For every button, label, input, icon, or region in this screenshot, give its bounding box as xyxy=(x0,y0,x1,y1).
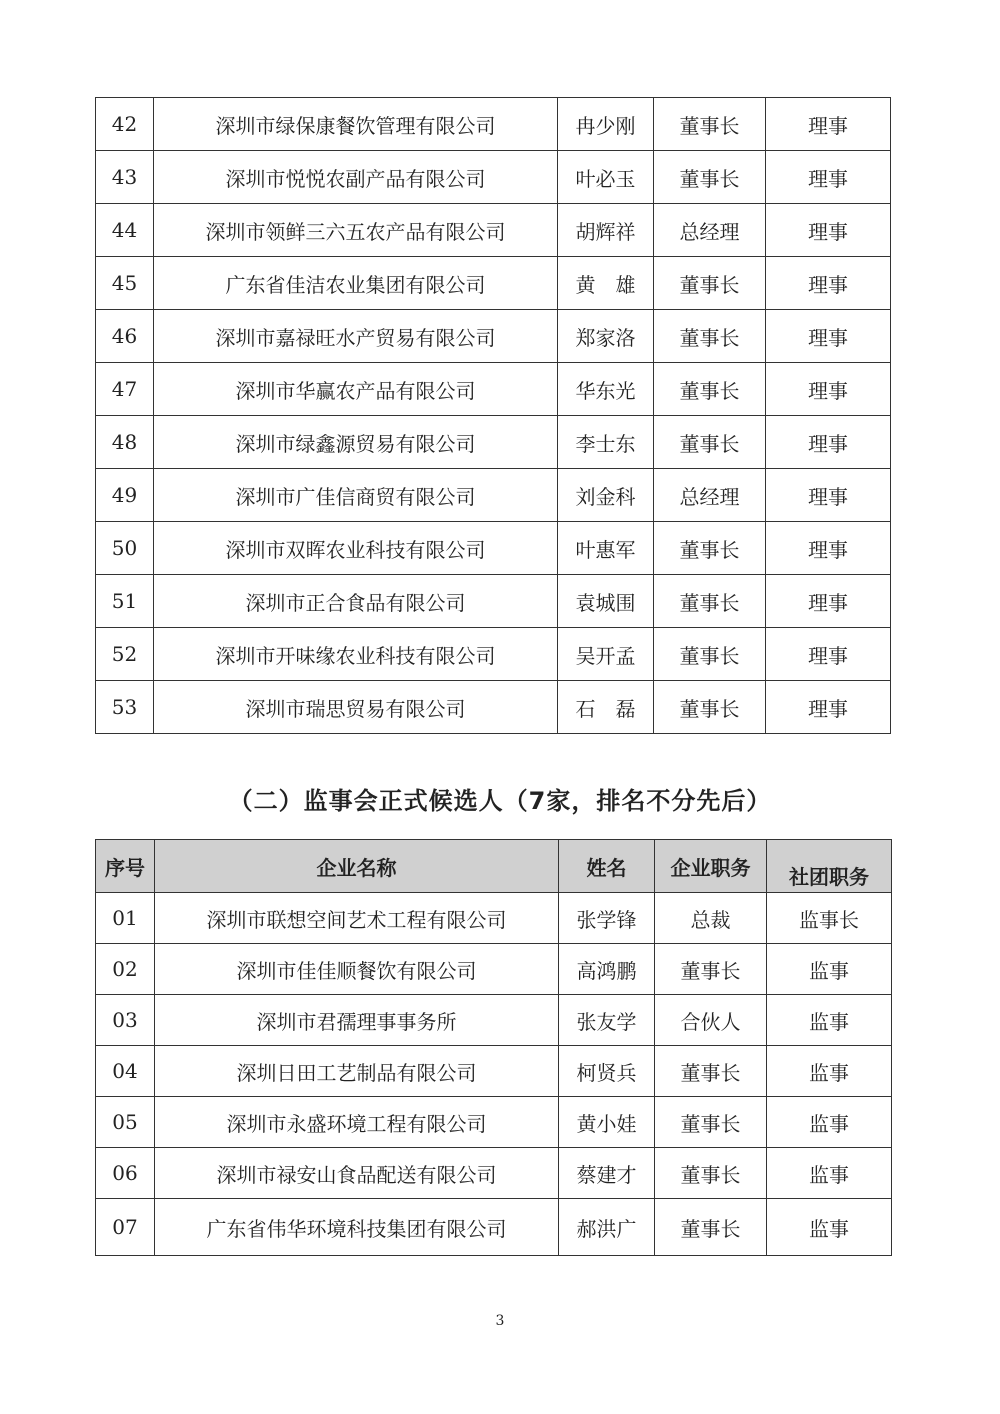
company-name: 深圳市君孺理事事务所 xyxy=(155,995,559,1046)
company-position: 董事长 xyxy=(654,522,766,575)
association-role: 监事 xyxy=(767,1097,892,1148)
council-table-body xyxy=(96,98,891,734)
association-role: 理事 xyxy=(766,257,891,310)
company-name: 深圳市华赢农产品有限公司 xyxy=(154,363,558,416)
company-name: 深圳市绿保康餐饮管理有限公司 xyxy=(154,98,558,151)
person-name: 郝洪广 xyxy=(559,1199,655,1256)
company-name: 深圳市悦悦农副产品有限公司 xyxy=(154,151,558,204)
association-role: 理事 xyxy=(766,310,891,363)
company-position: 总经理 xyxy=(654,204,766,257)
row-number: 42 xyxy=(96,98,154,151)
table-row xyxy=(96,1097,892,1148)
row-number: 47 xyxy=(96,363,154,416)
company-name: 深圳市联想空间艺术工程有限公司 xyxy=(155,893,559,944)
company-name: 深圳市领鲜三六五农产品有限公司 xyxy=(154,204,558,257)
table-row xyxy=(96,416,891,469)
company-position: 董事长 xyxy=(654,310,766,363)
table-row xyxy=(96,204,891,257)
company-position: 总经理 xyxy=(654,469,766,522)
company-name: 广东省伟华环境科技集团有限公司 xyxy=(155,1199,559,1256)
row-number: 49 xyxy=(96,469,154,522)
association-role: 理事 xyxy=(766,522,891,575)
person-name: 蔡建才 xyxy=(559,1148,655,1199)
company-position: 总裁 xyxy=(655,893,767,944)
person-name: 郑家洛 xyxy=(558,310,654,363)
table-row xyxy=(96,469,891,522)
company-position: 董事长 xyxy=(654,257,766,310)
person-name: 柯贤兵 xyxy=(559,1046,655,1097)
table-row xyxy=(96,944,892,995)
row-number: 48 xyxy=(96,416,154,469)
table-row xyxy=(96,995,892,1046)
row-number: 04 xyxy=(96,1046,155,1097)
company-position: 董事长 xyxy=(654,628,766,681)
company-name: 深圳市瑞思贸易有限公司 xyxy=(154,681,558,734)
association-role: 监事 xyxy=(767,944,892,995)
table-row xyxy=(96,310,891,363)
company-name: 深圳市嘉禄旺水产贸易有限公司 xyxy=(154,310,558,363)
company-position: 董事长 xyxy=(654,681,766,734)
association-role: 监事 xyxy=(767,1199,892,1256)
association-role: 理事 xyxy=(766,151,891,204)
company-name: 深圳市绿鑫源贸易有限公司 xyxy=(154,416,558,469)
company-name: 深圳市双晖农业科技有限公司 xyxy=(154,522,558,575)
company-name: 深圳日田工艺制品有限公司 xyxy=(155,1046,559,1097)
company-name: 深圳市永盛环境工程有限公司 xyxy=(155,1097,559,1148)
person-name: 高鸿鹏 xyxy=(559,944,655,995)
table-row xyxy=(96,893,892,944)
person-name: 袁城围 xyxy=(558,575,654,628)
company-position: 董事长 xyxy=(655,1046,767,1097)
association-role: 监事长 xyxy=(767,893,892,944)
association-role: 理事 xyxy=(766,575,891,628)
row-number: 06 xyxy=(96,1148,155,1199)
association-role: 监事 xyxy=(767,1046,892,1097)
row-number: 45 xyxy=(96,257,154,310)
council-candidates-table xyxy=(95,97,891,734)
company-position: 董事长 xyxy=(654,98,766,151)
table-row xyxy=(96,1199,892,1256)
person-name: 张友学 xyxy=(559,995,655,1046)
row-number: 52 xyxy=(96,628,154,681)
company-position: 合伙人 xyxy=(655,995,767,1046)
company-name: 深圳市正合食品有限公司 xyxy=(154,575,558,628)
company-name: 深圳市佳佳顺餐饮有限公司 xyxy=(155,944,559,995)
company-position: 董事长 xyxy=(654,416,766,469)
company-position: 董事长 xyxy=(655,944,767,995)
row-number: 50 xyxy=(96,522,154,575)
person-name: 石 磊 xyxy=(558,681,654,734)
header-row xyxy=(96,840,892,893)
supervisor-candidates-table xyxy=(95,839,892,1256)
person-name: 冉少刚 xyxy=(558,98,654,151)
person-name: 刘金科 xyxy=(558,469,654,522)
row-number: 01 xyxy=(96,893,155,944)
person-name: 黄小娃 xyxy=(559,1097,655,1148)
header-company: 企业名称 xyxy=(155,840,559,893)
header-role: 社团职务 xyxy=(767,840,892,893)
table-row xyxy=(96,681,891,734)
company-position: 董事长 xyxy=(654,363,766,416)
association-role: 理事 xyxy=(766,204,891,257)
association-role: 理事 xyxy=(766,416,891,469)
company-name: 深圳市广佳信商贸有限公司 xyxy=(154,469,558,522)
row-number: 43 xyxy=(96,151,154,204)
table-row xyxy=(96,151,891,204)
table-row xyxy=(96,1046,892,1097)
supervisor-table-body xyxy=(96,893,892,1256)
table-row xyxy=(96,522,891,575)
company-position: 董事长 xyxy=(655,1148,767,1199)
association-role: 理事 xyxy=(766,469,891,522)
person-name: 张学锋 xyxy=(559,893,655,944)
association-role: 理事 xyxy=(766,363,891,416)
row-number: 07 xyxy=(96,1199,155,1256)
row-number: 03 xyxy=(96,995,155,1046)
person-name: 叶必玉 xyxy=(558,151,654,204)
row-number: 05 xyxy=(96,1097,155,1148)
company-name: 深圳市禄安山食品配送有限公司 xyxy=(155,1148,559,1199)
table-row xyxy=(96,98,891,151)
header-position: 企业职务 xyxy=(655,840,767,893)
page-number: 3 xyxy=(495,1313,505,1329)
table-row xyxy=(96,575,891,628)
row-number: 53 xyxy=(96,681,154,734)
company-position: 董事长 xyxy=(655,1199,767,1256)
company-name: 深圳市开味缘农业科技有限公司 xyxy=(154,628,558,681)
row-number: 51 xyxy=(96,575,154,628)
table-row xyxy=(96,1148,892,1199)
header-number: 序号 xyxy=(96,840,155,893)
association-role: 理事 xyxy=(766,628,891,681)
person-name: 李士东 xyxy=(558,416,654,469)
header-name: 姓名 xyxy=(559,840,655,893)
row-number: 02 xyxy=(96,944,155,995)
association-role: 理事 xyxy=(766,98,891,151)
section-title: （二）监事会正式候选人（7家，排名不分先后） xyxy=(228,787,772,815)
company-name: 广东省佳洁农业集团有限公司 xyxy=(154,257,558,310)
person-name: 黄 雄 xyxy=(558,257,654,310)
row-number: 46 xyxy=(96,310,154,363)
company-position: 董事长 xyxy=(654,151,766,204)
person-name: 华东光 xyxy=(558,363,654,416)
company-position: 董事长 xyxy=(654,575,766,628)
table-row xyxy=(96,628,891,681)
table-header xyxy=(96,840,892,893)
person-name: 叶惠军 xyxy=(558,522,654,575)
person-name: 胡辉祥 xyxy=(558,204,654,257)
table-row xyxy=(96,257,891,310)
person-name: 吴开孟 xyxy=(558,628,654,681)
table-row xyxy=(96,363,891,416)
association-role: 监事 xyxy=(767,995,892,1046)
association-role: 监事 xyxy=(767,1148,892,1199)
company-position: 董事长 xyxy=(655,1097,767,1148)
association-role: 理事 xyxy=(766,681,891,734)
row-number: 44 xyxy=(96,204,154,257)
